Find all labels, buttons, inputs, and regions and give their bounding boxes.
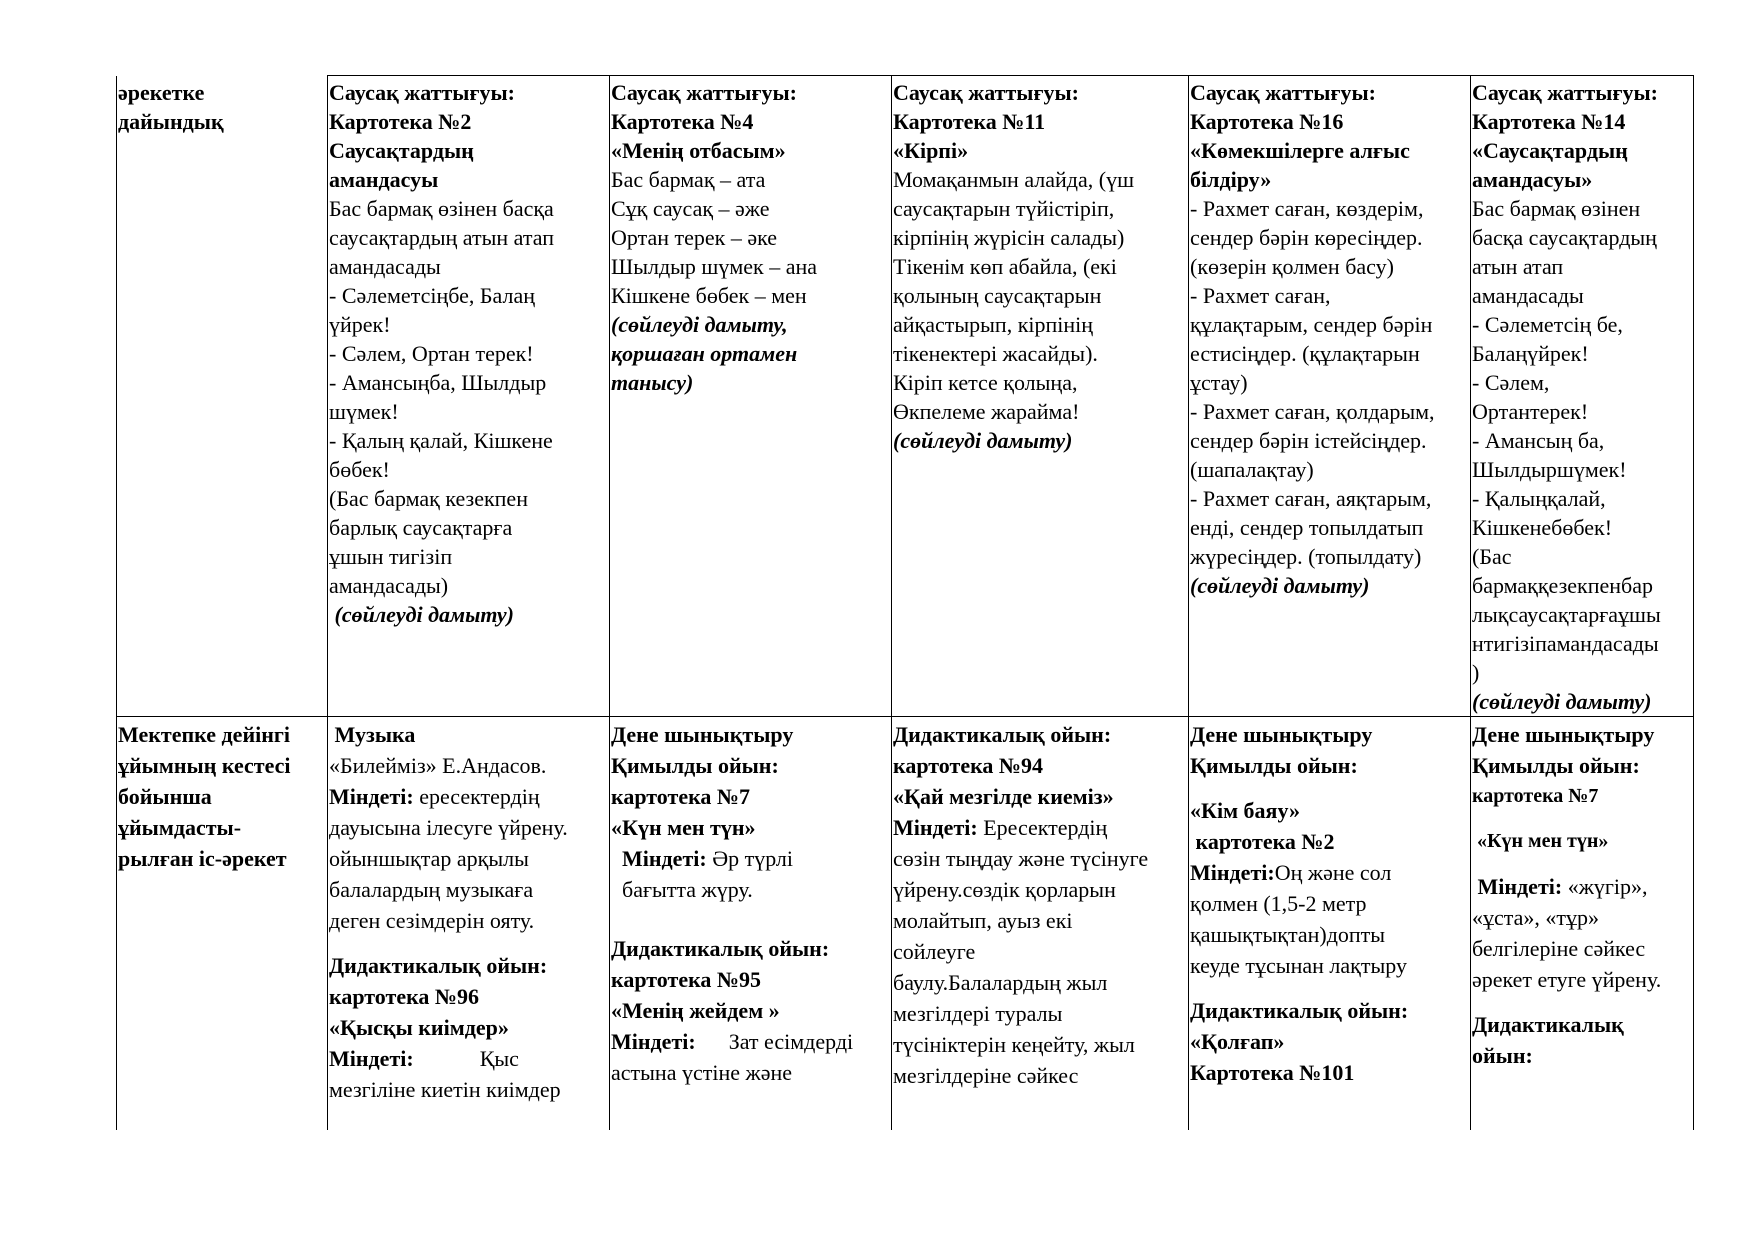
text-line: «Қолғап» [1190, 1029, 1285, 1054]
table-cell [1189, 717, 1471, 1131]
text-line: шүмек! [329, 399, 399, 424]
text-line: (сөйлеуді дамыту) [329, 602, 515, 627]
text-line: жүресіңдер. (топылдату) [1190, 544, 1422, 569]
text-line: Картотека №11 [893, 109, 1046, 134]
text-line: саусақтарын түйістіріп, [893, 196, 1115, 221]
text-line: Дене шынықтыру [1472, 722, 1655, 747]
text-line: саусақтардың атын атап [329, 225, 554, 250]
text-line: астына үстіне және [611, 1060, 792, 1085]
task-label: Міндеті: [611, 1029, 696, 1054]
text-line: картотека №7 [1472, 785, 1599, 807]
text-line: Ортантерек! [1472, 399, 1589, 424]
task-text: Зат есімдерді [695, 1029, 854, 1054]
table-cell [1471, 717, 1694, 1131]
text-line: Картотека №2 [329, 109, 472, 134]
text-line: Момақанмын алайда, (үш [893, 167, 1135, 192]
text-line: - Амансың ба, [1472, 428, 1605, 453]
text-line: дайындық [118, 108, 224, 134]
text-line: - Сәлеметсің бе, [1472, 312, 1623, 337]
text-line: Картотека №14 [1472, 109, 1626, 134]
text-line: үйрек! [329, 312, 391, 337]
table-cell [892, 717, 1189, 1131]
text-line: - Сәлем, [1472, 370, 1550, 395]
text-line: бармаққезекпенбар [1472, 573, 1653, 598]
text-line: (көзерін қолмен басу) [1190, 254, 1394, 279]
text-line: Қимылды ойын: [1190, 753, 1358, 778]
text-line: (Бас [1472, 544, 1512, 569]
text-line: «Кім баяу» [1190, 798, 1300, 823]
text-line: Өкпелеме жарайма! [893, 399, 1080, 424]
text-line: (сөйлеуді дамыту) [1190, 573, 1370, 598]
spacer [611, 905, 890, 919]
text-line: (шапалақтау) [1190, 457, 1314, 482]
text-line: сендер бәрін істейсіңдер. [1190, 428, 1427, 453]
text-line: (сөйлеуді дамыту) [893, 428, 1073, 453]
task-text: Оң және сол [1274, 860, 1392, 885]
spacer [611, 919, 890, 933]
text-line: - Амансыңба, Шылдыр [329, 370, 547, 395]
text-line: барлық саусақтарға [329, 515, 513, 540]
text-line: картотека №7 [611, 784, 751, 809]
row-header-cell [117, 717, 328, 1131]
spacer [1472, 857, 1692, 871]
text-line: Сұқ саусақ – әже [611, 196, 770, 221]
text-line: картотека №96 [329, 984, 480, 1009]
text-line: «Билейміз» Е.Андасов. [329, 753, 547, 778]
text-line: кеуде тұсынан лақтыру [1190, 953, 1407, 978]
text-line: бөбек! [329, 457, 390, 482]
task-line [611, 843, 890, 874]
text-line: - Сәлеметсіңбе, Балаң [329, 283, 536, 308]
text-line: Кішкенебөбек! [1472, 515, 1613, 540]
text-line: Қимылды ойын: [611, 753, 779, 778]
task-line [1472, 871, 1692, 902]
text-line: сөзін тыңдау және түсінуге [893, 846, 1149, 871]
text-line: (Бас бармақ кезекпен [329, 486, 528, 511]
text-line: қолының саусақтарын [893, 283, 1102, 308]
text-line: танысу) [611, 370, 694, 395]
text-line: «Күн мен түн» [611, 815, 756, 840]
text-line: Дидактикалық ойын: [1190, 998, 1409, 1023]
task-text: Қыс [413, 1046, 519, 1071]
text-line: білдіру» [1190, 167, 1272, 192]
spacer [1472, 995, 1692, 1009]
text-line: «Қай мезгілде киеміз» [893, 784, 1114, 809]
text-line: картотека №94 [893, 753, 1044, 778]
text-line: - Қалыңқалай, [1472, 486, 1606, 511]
text-line: «Менің отбасым» [611, 138, 786, 163]
text-line: Саусақ жаттығуы: [1472, 80, 1658, 105]
text-line: Ортан терек – әке [611, 225, 778, 250]
text-line: «ұста», «тұр» [1472, 905, 1600, 930]
text-line: Тікенім көп абайла, (екі [893, 254, 1117, 279]
text-line: Бас бармақ өзінен [1472, 196, 1641, 221]
task-text: «жүгір», [1562, 874, 1648, 899]
text-line: Саусақ жаттығуы: [329, 80, 515, 105]
task-label: Міндеті: [329, 784, 414, 809]
text-line: Бас бармақ – ата [611, 167, 766, 192]
text-line: «Кірпі» [893, 138, 969, 163]
task-label: Міндеті: [611, 846, 707, 871]
text-line: баулу.Балалардың жыл [893, 970, 1108, 995]
table-cell [610, 76, 892, 717]
text-line: қашықтықтан)допты [1190, 922, 1386, 947]
text-line: құлақтарым, сендер бәрін [1190, 312, 1433, 337]
text-line: - Рахмет саған, [1190, 283, 1331, 308]
task-line [329, 1043, 608, 1074]
text-line: Шылдыр шүмек – ана [611, 254, 818, 279]
task-line [1190, 857, 1469, 888]
text-line: «Саусақтардың [1472, 138, 1628, 163]
table-row [117, 717, 1694, 1131]
text-line: картотека №2 [1190, 829, 1335, 854]
text-line: Дидактикалық ойын: [329, 953, 548, 978]
text-line: «Көмекшілерге алғыс [1190, 138, 1410, 163]
text-line: ойын: [1472, 1043, 1533, 1068]
text-line: картотека №95 [611, 967, 762, 992]
text-line: ұстау) [1190, 370, 1248, 395]
task-line [893, 812, 1187, 843]
text-line: Саусақтардың [329, 138, 474, 163]
task-text: Әр түрлі [706, 846, 794, 871]
table-cell [1189, 76, 1471, 717]
text-line: айқастырып, кірпінің [893, 312, 1094, 337]
text-line: әрекет етуге үйрену. [1472, 967, 1662, 992]
table-cell [610, 717, 892, 1131]
task-line [611, 1026, 890, 1057]
text-line: Қимылды ойын: [1472, 753, 1640, 778]
text-line: Кіріп кетсе қолыңа, [893, 370, 1078, 395]
text-line: кірпінің жүрісін салады) [893, 225, 1125, 250]
text-line: әрекетке [118, 79, 205, 105]
task-label: Міндеті: [1190, 860, 1275, 885]
text-line: - Қалың қалай, Кішкене [329, 428, 553, 453]
row-header-cell [117, 76, 328, 717]
text-line: сендер бәрін көресіңдер. [1190, 225, 1423, 250]
text-line: лықсаусақтарғаұшы [1472, 602, 1661, 627]
text-line: Музыка [329, 722, 416, 747]
text-line: Картотека №16 [1190, 109, 1344, 134]
text-line: Дене шынықтыру [1190, 722, 1373, 747]
table-cell [892, 76, 1189, 717]
text-line: - Сәлем, Ортан терек! [329, 341, 534, 366]
text-line: Кішкене бөбек – мен [611, 283, 807, 308]
text-line: енді, сендер топылдатып [1190, 515, 1424, 540]
text-line: ұшын тигізіп [329, 544, 453, 569]
text-line: мезгілдеріне сәйкес [893, 1063, 1079, 1088]
text-line: - Рахмет саған, көздерім, [1190, 196, 1424, 221]
text-line: ұйымның кестесі [118, 753, 291, 778]
text-line: естисіңдер. (құлақтарын [1190, 341, 1420, 366]
task-line [329, 781, 608, 812]
spacer [1190, 981, 1469, 995]
text-line: Саусақ жаттығуы: [1190, 80, 1376, 105]
table-row [117, 76, 1694, 717]
text-line: белгілеріне сәйкес [1472, 936, 1646, 961]
text-line: «Менің жейдем » [611, 998, 780, 1023]
text-line: бойынша [118, 784, 212, 809]
task-label: Міндеті: [1472, 874, 1563, 899]
table-cell [1471, 76, 1694, 717]
text-line: молайтып, ауыз екі [893, 908, 1073, 933]
text-line: Дидактикалық ойын: [893, 722, 1112, 747]
text-line: амандасуы» [1472, 167, 1593, 192]
text-line: Балаңүйрек! [1472, 341, 1589, 366]
text-line: амандасады) [329, 573, 449, 598]
schedule-table [116, 75, 1694, 1130]
text-line: сойлеуге [893, 939, 976, 964]
table-cell [328, 717, 610, 1131]
text-line: (сөйлеуді дамыту) [1472, 689, 1652, 714]
text-line: Шылдыршүмек! [1472, 457, 1627, 482]
text-line: балалардың музыкаға [329, 877, 534, 902]
schedule-table-body [117, 76, 1694, 1131]
text-line: Картотека №4 [611, 109, 754, 134]
text-line: амандасуы [329, 167, 439, 192]
text-line: «Қысқы киімдер» [329, 1015, 509, 1040]
text-line: Картотека №101 [1190, 1060, 1355, 1085]
task-label: Міндеті: [893, 815, 978, 840]
task-text: Ересектердің [977, 815, 1108, 840]
task-label: Міндеті: [329, 1046, 414, 1071]
task-text: ересектердің [413, 784, 540, 809]
text-line: Дидактикалық [1472, 1012, 1624, 1037]
text-line: қоршаған ортамен [611, 341, 798, 366]
text-line: - Рахмет саған, қолдарым, [1190, 399, 1435, 424]
text-line: атын атап [1472, 254, 1564, 279]
text-line: түсініктерін кеңейту, жыл [893, 1032, 1135, 1057]
text-line: «Күн мен түн» [1472, 830, 1609, 852]
text-line: деген сезімдерін ояту. [329, 908, 535, 933]
text-line: амандасады [1472, 283, 1584, 308]
text-line: Дидактикалық ойын: [611, 936, 830, 961]
text-line: мезгіліне киетін киімдер [329, 1077, 561, 1102]
text-line: үйрену.сөздік қорларын [893, 877, 1116, 902]
text-line: дауысына ілесуге үйрену. [329, 815, 568, 840]
text-line: қолмен (1,5-2 метр [1190, 891, 1367, 916]
text-line: амандасады [329, 254, 441, 279]
text-line: нтигізіпамандасады [1472, 631, 1659, 656]
text-line: мезгілдері туралы [893, 1001, 1063, 1026]
text-line: - Рахмет саған, аяқтарым, [1190, 486, 1432, 511]
text-line: ойыншықтар арқылы [329, 846, 529, 871]
text-line: рылған іс-әрекет [118, 846, 287, 871]
spacer [1472, 812, 1692, 826]
text-line: бағытта жүру. [611, 877, 753, 902]
text-line: ұйымдасты- [118, 815, 242, 840]
spacer [1190, 781, 1469, 795]
text-line: Саусақ жаттығуы: [611, 80, 797, 105]
text-line: тікенектері жасайды). [893, 341, 1098, 366]
text-line: ) [1472, 660, 1480, 685]
text-line: Мектепке дейінгі [118, 722, 291, 747]
text-line: (сөйлеуді дамыту, [611, 312, 788, 337]
text-line: басқа саусақтардың [1472, 225, 1657, 250]
table-cell [328, 76, 610, 717]
text-line: Бас бармақ өзінен басқа [329, 196, 554, 221]
spacer [329, 936, 608, 950]
text-line: Дене шынықтыру [611, 722, 794, 747]
text-line: Саусақ жаттығуы: [893, 80, 1079, 105]
